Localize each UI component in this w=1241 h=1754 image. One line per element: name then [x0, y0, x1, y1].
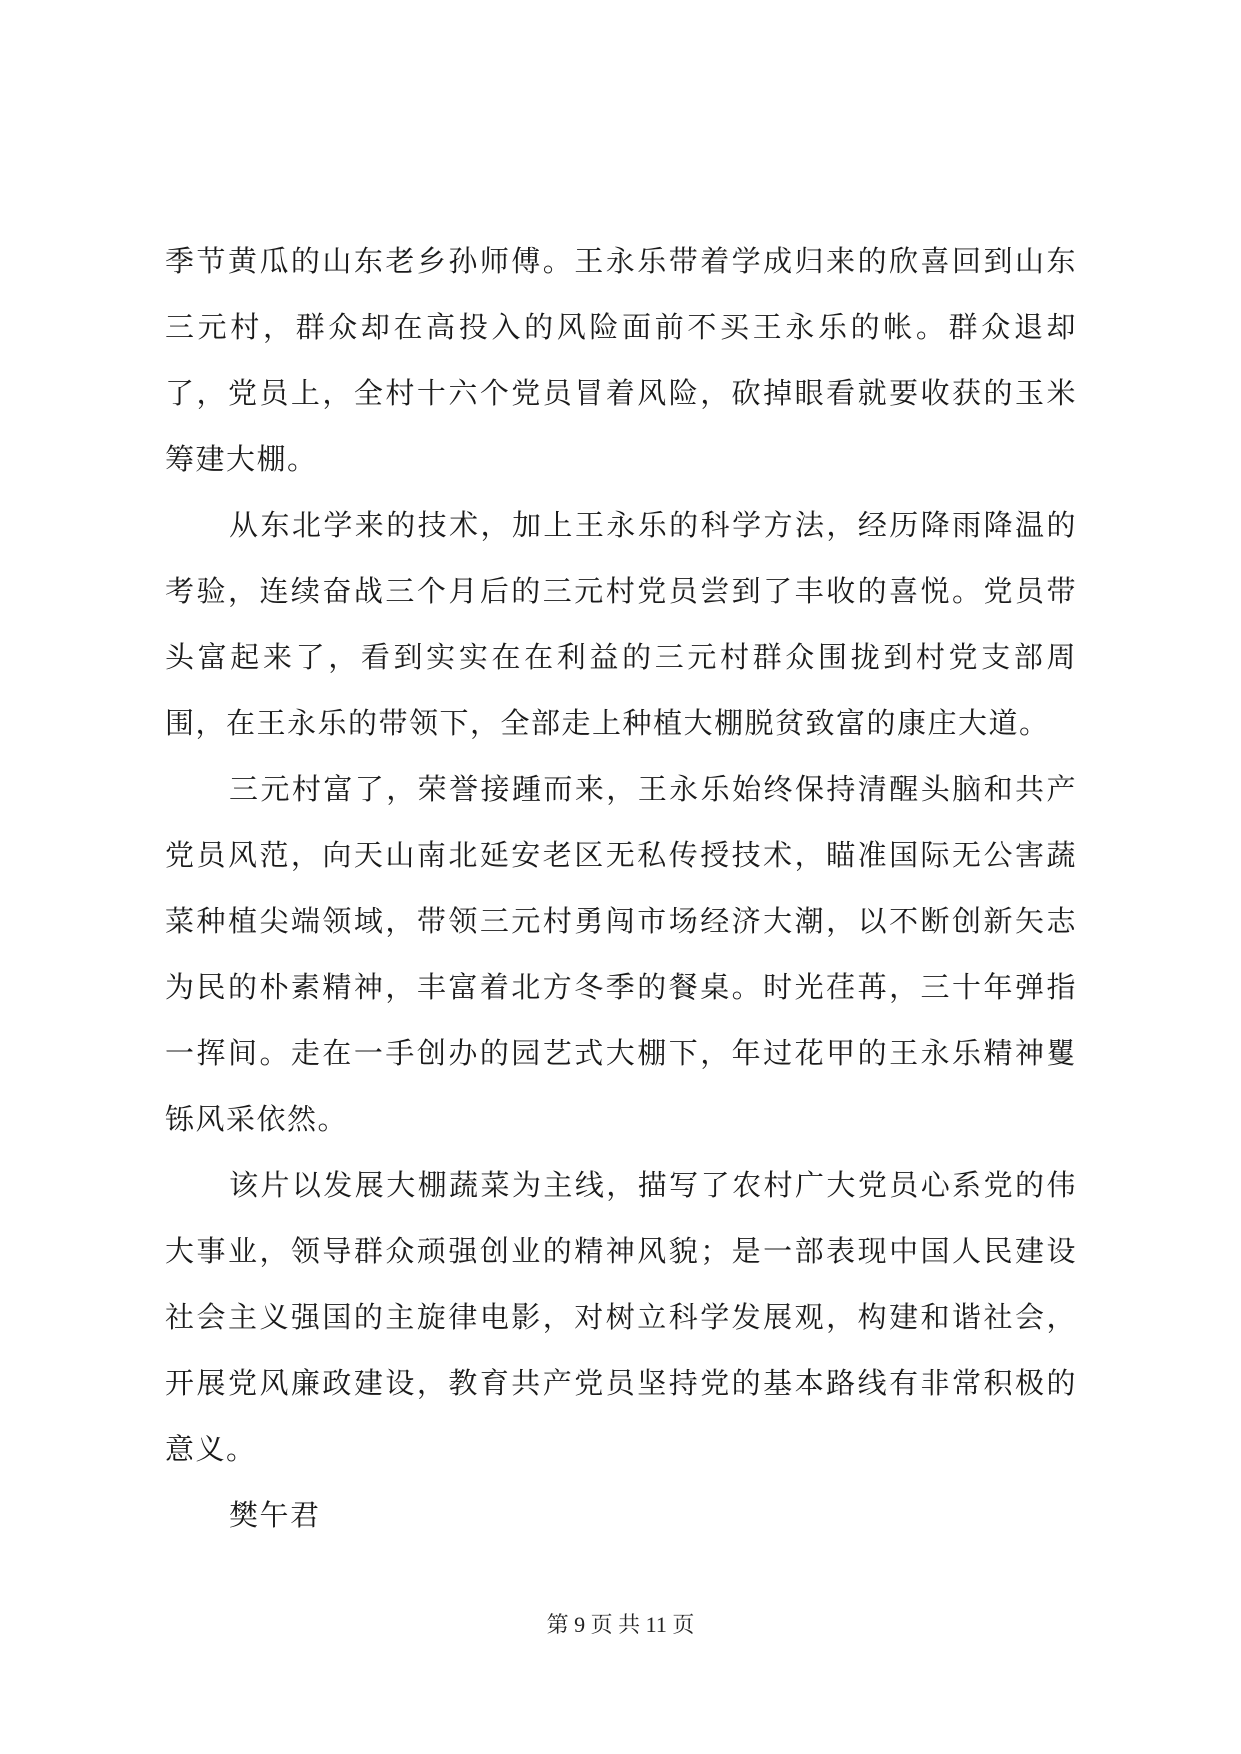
paragraph-3: 三元村富了，荣誉接踵而来，王永乐始终保持清醒头脑和共产党员风范，向天山南北延安老区无私传授技术，瞄准国际无公害蔬菜种植尖端领域，带领三元村勇闯市场经济大潮，以不断创新矢志为民的朴素精神，丰富着北方冬季的餐桌。时光荏苒，三十年弹指一挥间。走在一手创办的园艺式大棚下，年过花甲的王永乐精神矍铄风采依然。 [165, 772, 1077, 1136]
paragraph-2: 从东北学来的技术，加上王永乐的科学方法，经历降雨降温的考验，连续奋战三个月后的三元村党员尝到了丰收的喜悦。党员带头富起来了，看到实实在在利益的三元村群众围拢到村党支部周围，在王永乐的带领下，全部走上种植大棚脱贫致富的康庄大道。 [165, 508, 1077, 740]
paragraph-4: 该片以发展大棚蔬菜为主线，描写了农村广大党员心系党的伟大事业，领导群众顽强创业的精神风貌；是一部表现中国人民建设社会主义强国的主旋律电影，对树立科学发展观，构建和谐社会，开展党风廉政建设，教育共产党员坚持党的基本路线有非常积极的意义。 [165, 1168, 1077, 1466]
page-number-footer: 第 9 页 共 11 页 [546, 1612, 695, 1637]
document-body [165, 228, 1077, 1548]
paragraph-1: 季节黄瓜的山东老乡孙师傅。王永乐带着学成归来的欣喜回到山东三元村，群众却在高投入的风险面前不买王永乐的帐。群众退却了，党员上，全村十六个党员冒着风险，砍掉眼看就要收获的玉米筹建大棚。 [165, 244, 1077, 476]
author-signature: 樊午君 [229, 1498, 321, 1532]
